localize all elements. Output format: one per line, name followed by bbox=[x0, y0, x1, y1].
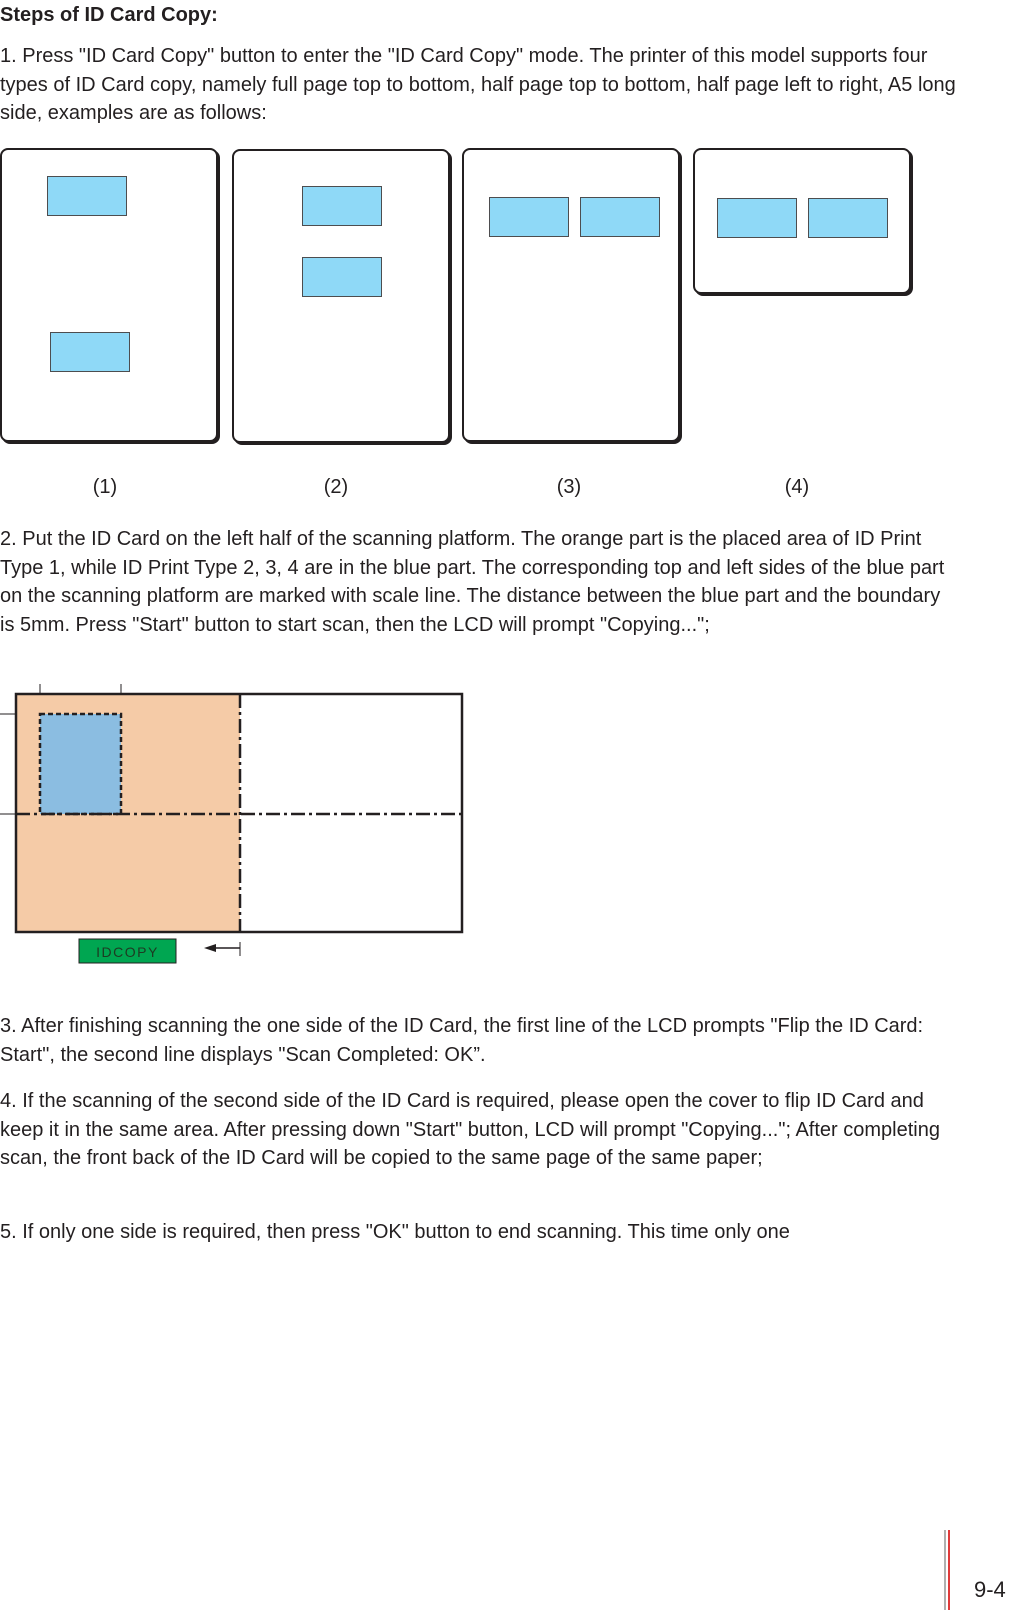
scanning-platform-diagram bbox=[0, 684, 470, 966]
step-3-text: 3. After finishing scanning the one side of the ID Card, the first line of the LCD prompts "Flip the ID Card: Start", the second line displays "Scan Completed: OK”. bbox=[0, 1015, 924, 1066]
margin-rule-accent bbox=[948, 1530, 950, 1610]
figure-label-2: (2) bbox=[323, 476, 349, 498]
step-1-text: 1. Press "ID Card Copy" button to enter the "ID Card Copy" mode. The printer of this model supports four types of ID Card copy, namely full page top to bottom, half page top to bottom, half page left to right, A5 long side, examples are as follows: bbox=[0, 45, 956, 124]
layout-3-page bbox=[462, 148, 680, 442]
layout-4-card-right bbox=[808, 198, 888, 238]
blue-card-area bbox=[40, 714, 121, 814]
layout-4-card-left bbox=[717, 198, 797, 238]
figure-label-1: (1) bbox=[92, 476, 118, 498]
layout-3-card-right bbox=[580, 197, 660, 237]
layout-3-card-left bbox=[489, 197, 569, 237]
layout-1-card-top bbox=[47, 176, 127, 216]
figure-label-3: (3) bbox=[556, 476, 582, 498]
section-heading: Steps of ID Card Copy: bbox=[0, 4, 218, 26]
page-number: 9-4 bbox=[974, 1577, 1006, 1602]
margin-rule bbox=[944, 1530, 946, 1610]
figure-label-4: (4) bbox=[784, 476, 810, 498]
step-4-text: 4. If the scanning of the second side of the ID Card is required, please open the cover to flip ID Card and keep it in the same area. After pressing down "Start" button, LCD will prompt "Copying..."; After completing scan, the front back of the ID Card will be copied to the same page of the same paper; bbox=[0, 1090, 940, 1169]
layout-2-card-top bbox=[302, 186, 382, 226]
idcopy-badge-text: IDCOPY bbox=[96, 944, 159, 960]
step-2-text: 2. Put the ID Card on the left half of the scanning platform. The orange part is the placed area of ID Print Type 1, while ID Print Type 2, 3, 4 are in the blue part. The corresponding top and left sides of the blue part on the scanning platform are marked with scale line. The distance between the blue part and the boundary is 5mm. Press "Start" button to start scan, then the LCD will prompt "Copying..."; bbox=[0, 528, 945, 636]
layout-4-page bbox=[693, 148, 911, 294]
bottom-arrow-icon bbox=[204, 942, 240, 956]
layout-2-card-bottom bbox=[302, 257, 382, 297]
layout-1-card-bottom bbox=[50, 332, 130, 372]
layout-1-page bbox=[0, 148, 218, 442]
layout-2-page bbox=[232, 149, 450, 443]
step-5-text: 5. If only one side is required, then press "OK" button to end scanning. This time only one bbox=[0, 1221, 790, 1243]
